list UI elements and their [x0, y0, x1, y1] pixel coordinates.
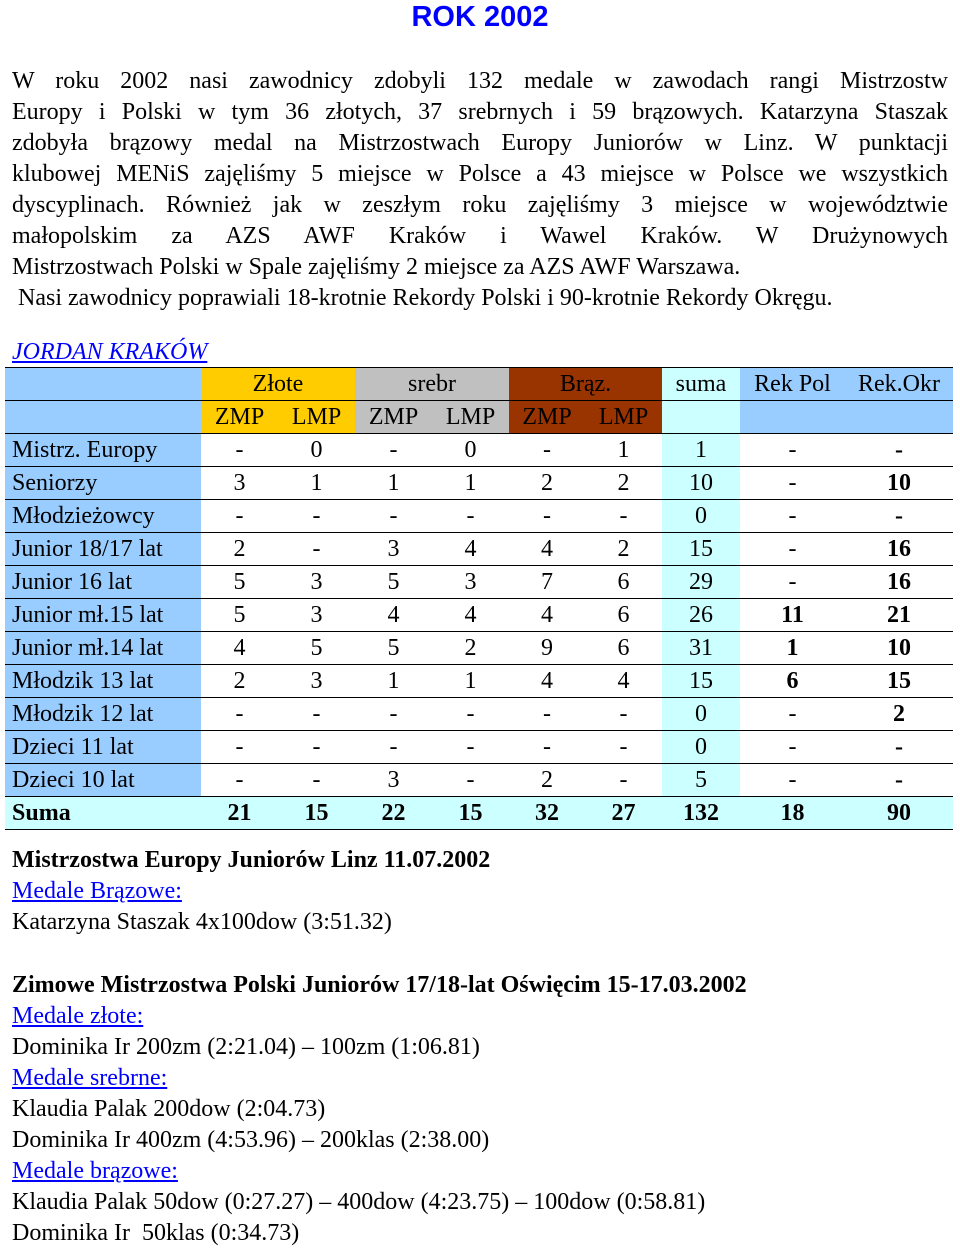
table-cell: 2: [585, 533, 662, 566]
row-label: Mistrz. Europy: [5, 434, 201, 467]
table-cell: -: [432, 731, 509, 764]
table-cell: 2: [432, 632, 509, 665]
table-cell: 2: [845, 698, 953, 731]
table-cell: 4: [509, 665, 585, 698]
table-cell: 90: [845, 797, 953, 830]
table-row: [5, 599, 953, 632]
row-label: Junior 16 lat: [5, 566, 201, 599]
gold-medals-link[interactable]: Medale złote:: [12, 1003, 144, 1029]
table-cell: 6: [585, 599, 662, 632]
table-cell: -: [278, 764, 355, 797]
table-cell: 4: [509, 599, 585, 632]
table-cell: 4: [432, 533, 509, 566]
table-cell: -: [509, 500, 585, 533]
table-cell: -: [585, 698, 662, 731]
table-cell: 2: [201, 665, 278, 698]
table-cell: -: [278, 698, 355, 731]
table-cell: -: [278, 731, 355, 764]
table-row: [5, 500, 953, 533]
table-cell: 1: [740, 632, 845, 665]
header-cell: [845, 401, 953, 434]
table-cell: 15: [845, 665, 953, 698]
table-cell: -: [355, 434, 432, 467]
table-cell: 6: [585, 566, 662, 599]
table-cell: 29: [662, 566, 740, 599]
table-cell: 4: [585, 665, 662, 698]
header-silver: srebr: [355, 368, 509, 401]
result-line: Dominika Ir 400zm (4:53.96) – 200klas (2:38.00): [12, 1127, 490, 1153]
header-rek-okr: Rek.Okr: [845, 368, 953, 401]
table-row: [5, 566, 953, 599]
table-cell: -: [740, 698, 845, 731]
result-line: Dominika Ir 50klas (0:34.73): [12, 1220, 300, 1246]
table-row: [5, 797, 953, 830]
result-line: Dominika Ir 200zm (2:21.04) – 100zm (1:06.81): [12, 1034, 480, 1060]
table-cell: 3: [278, 599, 355, 632]
table-cell: 1: [432, 467, 509, 500]
intro-line: klubowej MENiS zajęliśmy 5 miejsce w Polsce a 43 miejsce w Polsce we wszystkich: [12, 161, 948, 187]
table-row: [5, 665, 953, 698]
table-row: [5, 698, 953, 731]
table-cell: 15: [662, 533, 740, 566]
table-cell: 2: [509, 467, 585, 500]
table-cell: 6: [585, 632, 662, 665]
table-cell: 4: [201, 632, 278, 665]
table-cell: 1: [585, 434, 662, 467]
table-cell: 5: [201, 599, 278, 632]
header-sum: suma: [662, 368, 740, 401]
table-cell: -: [278, 533, 355, 566]
header-gold: Złote: [201, 368, 355, 401]
intro-line: dyscyplinach. Również jak w zeszłym roku zajęliśmy 3 miejsce w województwie: [12, 192, 948, 218]
header-bronze: Brąz.: [509, 368, 662, 401]
table-cell: -: [201, 731, 278, 764]
table-cell: 2: [201, 533, 278, 566]
table-cell: 32: [509, 797, 585, 830]
table-cell: 132: [662, 797, 740, 830]
row-label: Dzieci 10 lat: [5, 764, 201, 797]
page-title: ROK 2002: [411, 1, 549, 33]
table-cell: 5: [201, 566, 278, 599]
intro-paragraph: [12, 66, 948, 314]
table-cell: 2: [509, 764, 585, 797]
table-header-row: [5, 368, 953, 401]
club-name-link[interactable]: JORDAN KRAKÓW: [12, 339, 208, 365]
table-cell: -: [355, 500, 432, 533]
table-cell: -: [740, 533, 845, 566]
table-cell: 3: [355, 764, 432, 797]
table-cell: -: [585, 731, 662, 764]
row-label: Junior mł.14 lat: [5, 632, 201, 665]
table-cell: -: [201, 764, 278, 797]
subheader-cell: LMP: [278, 401, 355, 434]
table-cell: -: [585, 500, 662, 533]
row-label: Młodzieżowcy: [5, 500, 201, 533]
table-cell: 26: [662, 599, 740, 632]
intro-line: Mistrzostwach Polski w Spale zajęliśmy 2 miejsce za AZS AWF Warszawa.: [12, 254, 741, 280]
table-cell: 1: [662, 434, 740, 467]
table-cell: 1: [432, 665, 509, 698]
table-cell: 4: [355, 599, 432, 632]
table-cell: 0: [278, 434, 355, 467]
intro-line: Nasi zawodnicy poprawiali 18-krotnie Rekordy Polski i 90-krotnie Rekordy Okręgu.: [12, 285, 833, 311]
table-cell: 0: [662, 500, 740, 533]
table-cell: 0: [662, 698, 740, 731]
result-line: Klaudia Palak 200dow (2:04.73): [12, 1096, 326, 1122]
row-label: Dzieci 11 lat: [5, 731, 201, 764]
table-cell: 0: [432, 434, 509, 467]
table-row: [5, 434, 953, 467]
subheader-cell: ZMP: [509, 401, 585, 434]
table-cell: -: [278, 500, 355, 533]
table-cell: 5: [278, 632, 355, 665]
table-cell: 15: [662, 665, 740, 698]
intro-line: małopolskim za AZS AWF Kraków i Wawel Kraków. W Drużynowych: [12, 223, 948, 249]
table-cell: -: [585, 764, 662, 797]
euro-championship-title: Mistrzostwa Europy Juniorów Linz 11.07.2002: [12, 847, 491, 873]
table-cell: 7: [509, 566, 585, 599]
row-label: Seniorzy: [5, 467, 201, 500]
table-cell: 3: [278, 665, 355, 698]
silver-medals-link[interactable]: Medale srebrne:: [12, 1065, 168, 1091]
table-cell: 15: [432, 797, 509, 830]
header-cell: [5, 401, 201, 434]
header-cell: [662, 401, 740, 434]
table-cell: 21: [845, 599, 953, 632]
table-cell: 1: [355, 665, 432, 698]
intro-line: zdobyła brązowy medal na Mistrzostwach Europy Juniorów w Linz. W punktacji: [12, 130, 948, 156]
table-cell: 27: [585, 797, 662, 830]
table-cell: -: [432, 764, 509, 797]
row-label: Młodzik 13 lat: [5, 665, 201, 698]
table-cell: 16: [845, 533, 953, 566]
table-cell: 3: [355, 533, 432, 566]
table-cell: 10: [845, 632, 953, 665]
table-cell: 22: [355, 797, 432, 830]
table-cell: 3: [201, 467, 278, 500]
subheader-cell: LMP: [585, 401, 662, 434]
table-cell: -: [845, 434, 953, 467]
table-cell: -: [740, 764, 845, 797]
table-cell: 15: [278, 797, 355, 830]
table-cell: -: [432, 500, 509, 533]
table-subheader-row: [5, 401, 953, 434]
table-cell: -: [509, 434, 585, 467]
bronze-medals-link[interactable]: Medale Brązowe:: [12, 878, 182, 904]
table-cell: 18: [740, 797, 845, 830]
table-row: [5, 467, 953, 500]
table-row: [5, 764, 953, 797]
table-cell: 10: [845, 467, 953, 500]
table-cell: 10: [662, 467, 740, 500]
table-cell: 3: [278, 566, 355, 599]
table-cell: 9: [509, 632, 585, 665]
subheader-cell: ZMP: [201, 401, 278, 434]
header-cell: [5, 368, 201, 401]
intro-line: W roku 2002 nasi zawodnicy zdobyli 132 medale w zawodach rangi Mistrzostw: [12, 68, 948, 94]
medal-table: [5, 367, 953, 830]
table-cell: -: [845, 764, 953, 797]
row-label: Junior 18/17 lat: [5, 533, 201, 566]
table-cell: 0: [662, 731, 740, 764]
row-label: Młodzik 12 lat: [5, 698, 201, 731]
table-row: [5, 533, 953, 566]
table-cell: 1: [355, 467, 432, 500]
bronze-medals-link[interactable]: Medale brązowe:: [12, 1158, 178, 1184]
table-cell: -: [740, 434, 845, 467]
table-cell: 21: [201, 797, 278, 830]
table-cell: -: [201, 434, 278, 467]
table-row: [5, 632, 953, 665]
table-cell: -: [355, 731, 432, 764]
table-cell: -: [845, 500, 953, 533]
table-cell: 4: [509, 533, 585, 566]
table-cell: -: [432, 698, 509, 731]
table-cell: -: [509, 698, 585, 731]
table-cell: -: [845, 731, 953, 764]
table-cell: 2: [585, 467, 662, 500]
table-cell: -: [740, 731, 845, 764]
row-label: Junior mł.15 lat: [5, 599, 201, 632]
subheader-cell: ZMP: [355, 401, 432, 434]
table-cell: 31: [662, 632, 740, 665]
table-cell: 5: [355, 566, 432, 599]
table-cell: 1: [278, 467, 355, 500]
result-line: Klaudia Palak 50dow (0:27.27) – 400dow (4:23.75) – 100dow (0:58.81): [12, 1189, 706, 1215]
table-cell: 6: [740, 665, 845, 698]
table-cell: -: [201, 698, 278, 731]
table-cell: -: [201, 500, 278, 533]
table-cell: 16: [845, 566, 953, 599]
header-cell: [740, 401, 845, 434]
table-cell: 5: [662, 764, 740, 797]
result-line: Katarzyna Staszak 4x100dow (3:51.32): [12, 909, 392, 935]
table-cell: -: [740, 566, 845, 599]
header-rek-pol: Rek Pol: [740, 368, 845, 401]
intro-line: Europy i Polski w tym 36 złotych, 37 srebrnych i 59 brązowych. Katarzyna Staszak: [12, 99, 948, 125]
table-cell: -: [355, 698, 432, 731]
results-section: [12, 845, 747, 1249]
row-label: Suma: [5, 797, 201, 830]
table-cell: 11: [740, 599, 845, 632]
winter-championship-title: Zimowe Mistrzostwa Polski Juniorów 17/18-lat Oświęcim 15-17.03.2002: [12, 972, 747, 998]
table-row: [5, 731, 953, 764]
table-cell: 3: [432, 566, 509, 599]
table-cell: -: [740, 467, 845, 500]
table-cell: -: [740, 500, 845, 533]
subheader-cell: LMP: [432, 401, 509, 434]
table-cell: -: [509, 731, 585, 764]
table-cell: 5: [355, 632, 432, 665]
table-cell: 4: [432, 599, 509, 632]
